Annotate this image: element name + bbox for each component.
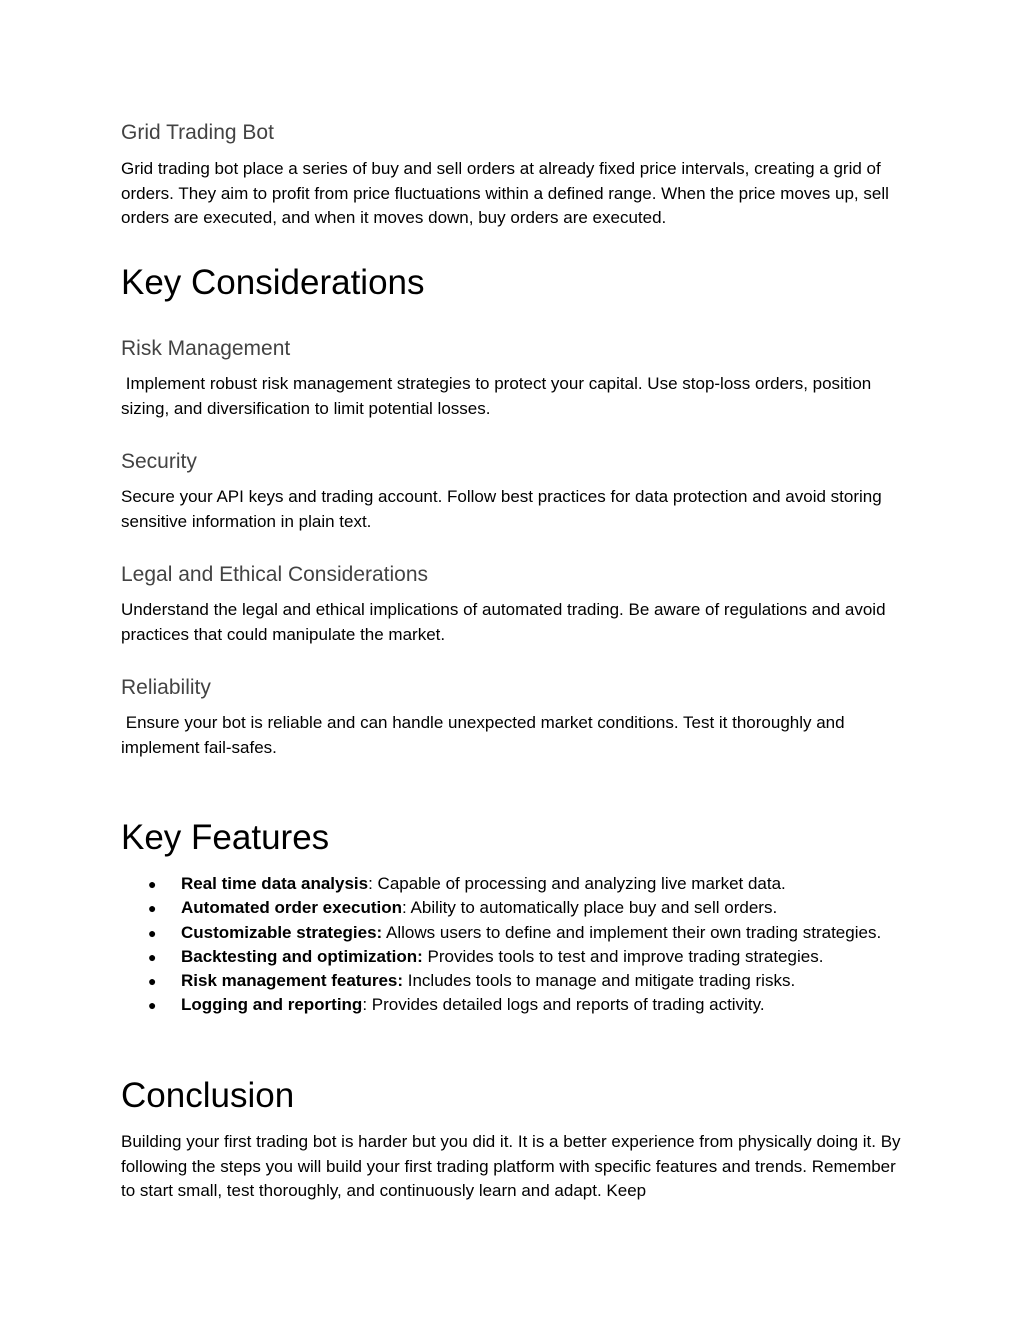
bullet-icon: ● <box>148 973 157 990</box>
feature-name: Customizable strategies: <box>181 922 383 942</box>
feature-description: Allows users to define and implement their own trading strategies. <box>382 922 882 942</box>
key-considerations-title: Key Considerations <box>121 263 425 302</box>
security-paragraph: Secure your API keys and trading account. Follow best practices for data protection and avoid storing sensitive information in plain text. <box>121 487 882 531</box>
bullet-icon: ● <box>148 924 157 941</box>
conclusion-title: Conclusion <box>121 1076 295 1115</box>
list-item <box>121 969 911 993</box>
feature-description: Provides tools to test and improve trading strategies. <box>422 946 824 966</box>
conclusion-paragraph: Building your first trading bot is harder but you did it. It is a better experience from physically doing it. By following the steps you will build your first trading platform with specific features and trends. Remember to start small, test thoroughly, and continuously learn and adapt. Keep <box>121 1132 901 1200</box>
reliability-heading: Reliability <box>121 676 211 699</box>
feature-name: Risk management features: <box>181 971 404 991</box>
list-item <box>121 872 911 896</box>
grid-trading-bot-heading: Grid Trading Bot <box>121 121 274 144</box>
risk-management-heading: Risk Management <box>121 337 291 360</box>
feature-name: Backtesting and optimization: <box>181 946 423 966</box>
list-item <box>121 993 911 1017</box>
feature-description: : Provides detailed logs and reports of trading activity. <box>362 995 765 1015</box>
legal-ethical-heading: Legal and Ethical Considerations <box>121 563 429 586</box>
bullet-icon: ● <box>148 948 157 965</box>
reliability-paragraph: Ensure your bot is reliable and can handle unexpected market conditions. Test it thoroughly and implement fail-safes. <box>121 713 850 757</box>
bullet-icon: ● <box>148 900 157 917</box>
feature-description: Includes tools to manage and mitigate trading risks. <box>403 971 796 991</box>
feature-description: : Capable of processing and analyzing live market data. <box>368 874 786 893</box>
feature-name: Automated order execution <box>181 898 403 918</box>
legal-ethical-paragraph: Understand the legal and ethical implications of automated trading. Be aware of regulations and avoid practices that could manipulate the market. <box>121 600 886 644</box>
list-item <box>121 945 911 969</box>
key-features-list <box>121 872 911 1018</box>
list-item <box>121 921 911 945</box>
bullet-icon: ● <box>148 876 157 892</box>
key-features-title: Key Features <box>121 818 330 857</box>
security-heading: Security <box>121 450 197 473</box>
feature-name: Real time data analysis <box>181 874 369 893</box>
list-item <box>121 896 911 920</box>
feature-name: Logging and reporting <box>181 995 363 1015</box>
bullet-icon: ● <box>148 997 157 1014</box>
feature-description: : Ability to automatically place buy and sell orders. <box>402 898 778 918</box>
risk-management-paragraph: Implement robust risk management strategies to protect your capital. Use stop-loss orders, position sizing, and diversification to limit potential losses. <box>121 374 876 418</box>
grid-trading-bot-paragraph: Grid trading bot place a series of buy and sell orders at already fixed price intervals, creating a grid of orders. They aim to profit from price fluctuations within a defined range. When the price moves up, sell orders are executed, and when it moves down, buy orders are executed. <box>121 159 889 227</box>
